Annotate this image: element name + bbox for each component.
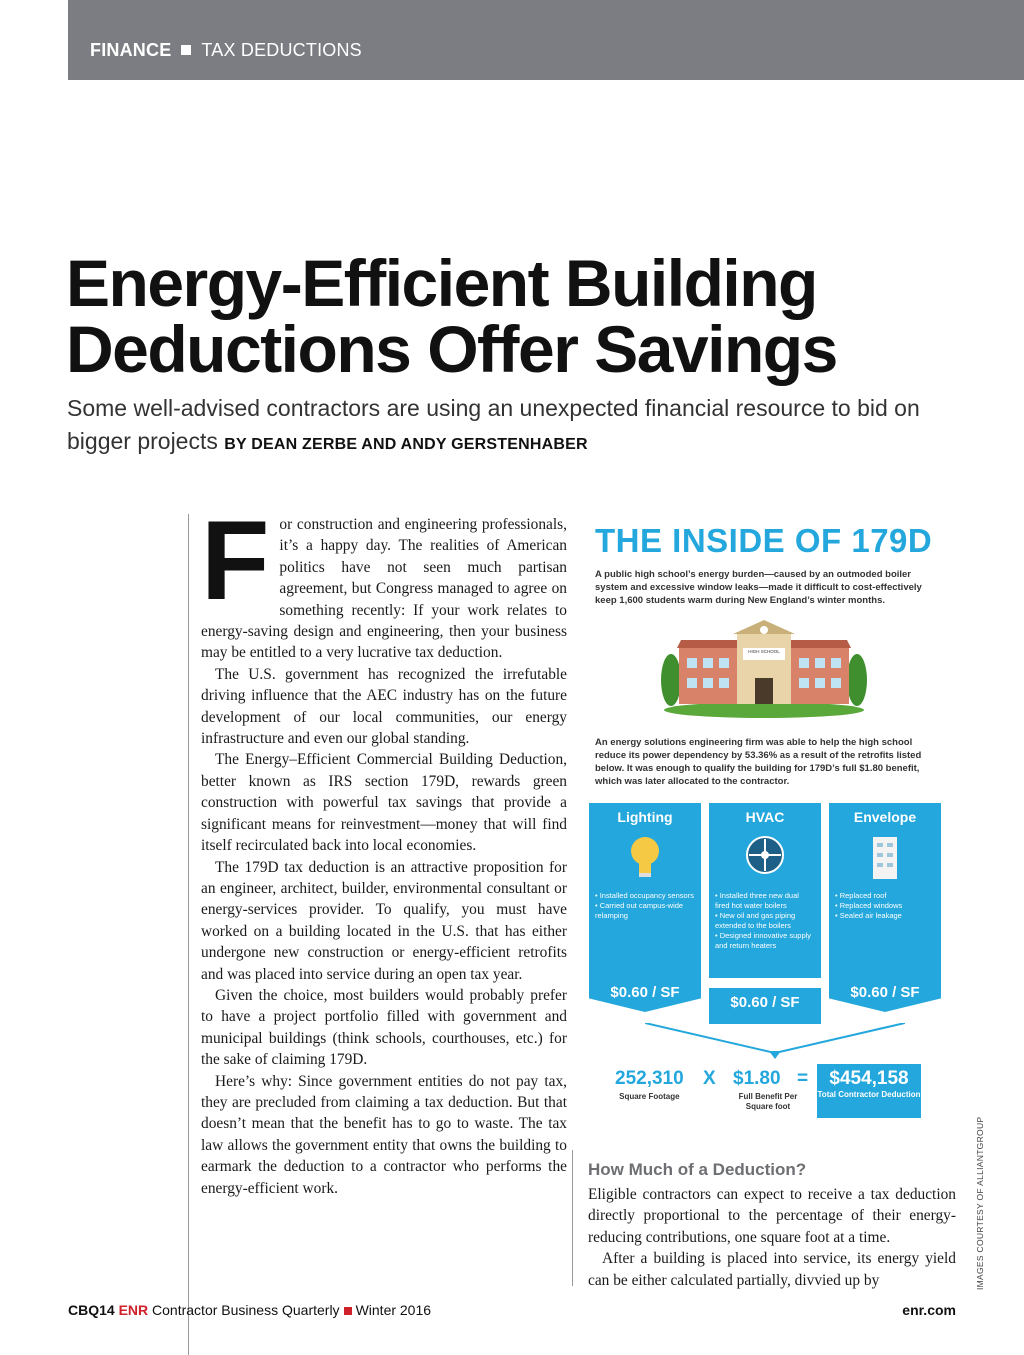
headline-line-1: Energy-Efficient Building — [66, 246, 817, 320]
benefit-caption: Full Benefit Per Square foot — [738, 1092, 798, 1111]
site-url: enr.com — [902, 1302, 956, 1318]
image-credit: IMAGES COURTESY OF ALLIANTGROUP — [975, 1116, 985, 1290]
deck — [67, 392, 967, 461]
list-item: • Sealed air leakage — [835, 911, 935, 921]
headline-line-2: Deductions Offer Savings — [66, 312, 837, 386]
category-title: Envelope — [853, 809, 917, 825]
column-divider — [572, 1150, 573, 1286]
price-label: $0.60 / SF — [730, 994, 800, 1011]
equation-benefit — [733, 1068, 803, 1112]
category-items — [595, 891, 695, 921]
infographic-middle-text: An energy solutions engineering firm was able to help the high school reduce its power dependency by 53.36% as a result of the retrofits listed below. It was enough to qualify the building for 179D’s full $1.80 benefit, which was later allocated to the contractor. — [595, 737, 922, 787]
square-bullet-icon — [344, 1307, 352, 1315]
paragraph: Eligible contractors can expect to receive a tax deduction directly proportional to the percentage of their energy-reducing contributions, one square foot at a time. — [588, 1186, 956, 1246]
total-deduction-box — [817, 1064, 921, 1118]
section-kicker — [90, 40, 362, 61]
paragraph: After a building is placed into service, its energy yield can be either calculated partially, divvied up by — [588, 1250, 956, 1289]
paragraph: The U.S. government has recognized the irrefutable driving influence that the AEC industry has on the future development of our local communities, our energy infrastructure and even our global standing. — [201, 665, 567, 748]
building-icon — [865, 833, 905, 881]
page-footer — [68, 1302, 956, 1318]
infographic-intro: A public high school’s energy burden—caused by an outmoded boiler system and excessive window leaks—made it difficult to cost-effectively keep 1,600 students warm during New England’s winter months. — [595, 569, 922, 606]
topic-label: TAX DEDUCTIONS — [201, 40, 362, 60]
footage-caption: Square Footage — [619, 1092, 680, 1101]
lightbulb-icon — [625, 833, 665, 881]
category-title: HVAC — [745, 809, 785, 825]
benefit-value: $1.80 — [733, 1068, 781, 1089]
column-2-body — [588, 1184, 956, 1291]
page-number: CBQ14 — [68, 1302, 115, 1318]
deck-text: Some well-advised contractors are using an unexpected financial resource to bid on bigger projects — [67, 395, 920, 454]
column-1 — [188, 498, 568, 1355]
list-item: • Replaced roof — [835, 891, 935, 901]
list-item: • Carried out campus-wide relamping — [595, 901, 695, 921]
list-item: • Installed occupancy sensors — [595, 891, 695, 901]
list-item: • Designed innovative supply and return heaters — [715, 931, 815, 951]
brand-name: ENR — [118, 1302, 149, 1318]
category-envelope — [829, 803, 941, 1001]
school-sign: HIGH SCHOOL — [748, 649, 780, 654]
drop-cap: F — [201, 498, 270, 623]
category-items — [835, 891, 935, 921]
column-1-body — [201, 498, 567, 1199]
infographic-title: THE INSIDE OF 179D — [595, 522, 933, 559]
equation-footage — [615, 1068, 684, 1102]
category-title: Lighting — [617, 809, 673, 825]
category-hvac — [709, 803, 821, 1011]
paragraph: The 179D tax deduction is an attractive proposition for an engineer, architect, builder, environmental consultant or energy-services provider. To qualify, you must have worked on a building located in the U.S. that has either undergone new construction or energy-efficient retrofits and was placed into service during an open tax year. — [201, 858, 567, 983]
footage-value: 252,310 — [615, 1068, 684, 1089]
category-lighting — [589, 803, 701, 1001]
section-label: FINANCE — [90, 40, 172, 60]
infographic — [585, 508, 963, 1128]
publication-name: Contractor Business Quarterly — [152, 1302, 340, 1318]
price-label: $0.60 / SF — [850, 984, 920, 1001]
category-items — [715, 891, 815, 951]
paragraph: Given the choice, most builders would probably prefer to have a project portfolio filled with government and municipal buildings (think schools, courthouses, etc.) for the sake of claiming 179D. — [201, 986, 567, 1069]
list-item: • New oil and gas piping extended to the boilers — [715, 911, 815, 931]
fan-icon — [745, 833, 785, 881]
times-symbol: X — [703, 1068, 716, 1089]
connector-lines — [645, 1023, 905, 1063]
equals-symbol: = — [797, 1068, 809, 1089]
column-2 — [588, 1160, 956, 1291]
footer-left — [68, 1302, 431, 1318]
list-item: • Installed three new dual fired hot water boilers — [715, 891, 815, 911]
headline — [66, 246, 966, 386]
paragraph: The Energy–Efficient Commercial Building Deduction, better known as IRS section 179D, rewards green construction with powerful tax savings that provide a significant means for reinvestment—money that will find itself recirculated back into local economies. — [201, 751, 567, 855]
total-caption: Total Contractor Deduction — [817, 1090, 921, 1099]
byline: BY DEAN ZERBE AND ANDY GERSTENHABER — [224, 436, 588, 453]
paragraph: Here’s why: Since government entities do not pay tax, they are precluded from claiming a tax deduction. But that doesn’t mean that the benefit has to go to waste. The tax law allows the government entity that owns the building to earmark the deduction to a contractor who performs the energy-efficient work. — [201, 1072, 567, 1197]
section-header-bar — [68, 0, 1024, 80]
school-building-illustration — [659, 618, 869, 718]
issue-label: Winter 2016 — [355, 1302, 432, 1318]
list-item: • Replaced windows — [835, 901, 935, 911]
paragraph: For construction and engineering professionals, it’s a happy day. The realities of American politics have not seen much partisan agreement, but Congress managed to agree on something recently: If your work relates to energy-saving design and engineering, then your business may be entitled to a very lucrative tax deduction. — [201, 498, 567, 662]
subhead: How Much of a Deduction? — [588, 1160, 807, 1179]
total-value: $454,158 — [829, 1068, 909, 1089]
price-label: $0.60 / SF — [610, 984, 680, 1001]
square-bullet-icon — [181, 45, 191, 55]
